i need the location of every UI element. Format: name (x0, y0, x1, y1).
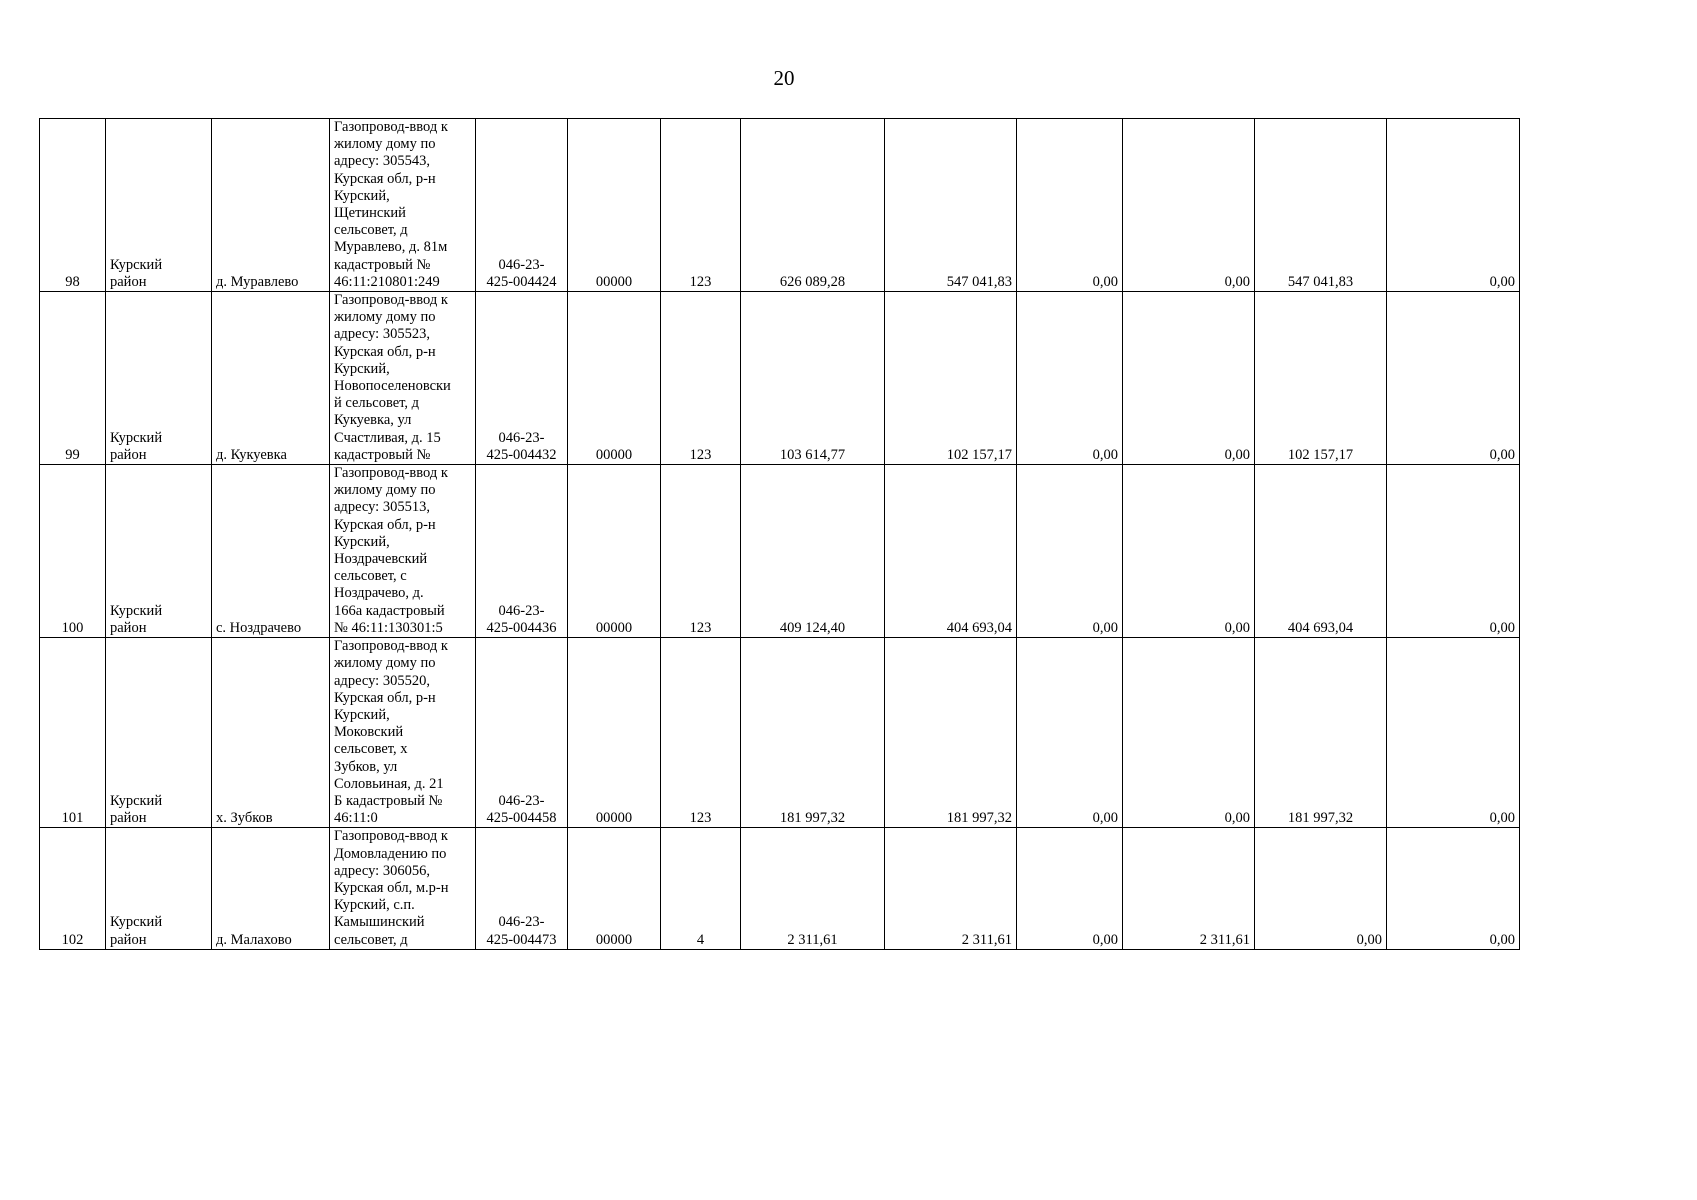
page-number: 20 (773, 66, 795, 90)
amount-cell: 0,00 (1017, 465, 1123, 638)
object-description-text: Газопровод-ввод к жилому дому по адресу: 305543, Курская обл, р-н Курский, Щетинский сельсовет, д Муравлево, д. 81м кадастровый № 46:11:210801:249 (334, 119, 448, 290)
amount-cell: 103 614,77 (741, 292, 885, 465)
amount-cell: 0,00 (1387, 828, 1520, 949)
district-cell: Курский район (106, 465, 212, 638)
row-number: 99 (40, 292, 106, 465)
row-number: 98 (40, 119, 106, 292)
row-number: 102 (40, 828, 106, 949)
code-cell: 00000 (568, 119, 661, 292)
amount-cell: 0,00 (1017, 828, 1123, 949)
amount-cell: 181 997,32 (885, 638, 1017, 828)
code-cell: 00000 (568, 292, 661, 465)
object-description-text: Газопровод-ввод к Домовладению по адресу: 306056, Курская обл, м.р-н Курский, с.п. Камышинский сельсовет, д (334, 828, 449, 948)
amount-cell: 0,00 (1123, 465, 1255, 638)
object-description-cell (330, 828, 476, 949)
settlement-cell: х. Зубков (212, 638, 330, 828)
amount-cell: 102 157,17 (885, 292, 1017, 465)
object-description-text: Газопровод-ввод к жилому дому по адресу: 305520, Курская обл, р-н Курский, Моковский сельсовет, х Зубков, ул Соловьиная, д. 21 Б кадастровый № 46:11:0 (334, 638, 448, 827)
amount-cell: 626 089,28 (741, 119, 885, 292)
amount-cell: 2 311,61 (1123, 828, 1255, 949)
table-row (40, 292, 1520, 465)
settlement-cell: с. Ноздрачево (212, 465, 330, 638)
settlement-cell: д. Муравлево (212, 119, 330, 292)
amount-cell: 0,00 (1255, 828, 1387, 949)
amount-cell: 547 041,83 (885, 119, 1017, 292)
registry-code-cell: 046-23- 425-004458 (476, 638, 568, 828)
settlement-cell: д. Кукуевка (212, 292, 330, 465)
amount-cell: 102 157,17 (1255, 292, 1387, 465)
district-cell: Курский район (106, 828, 212, 949)
object-description-cell (330, 465, 476, 638)
table-row (40, 119, 1520, 292)
registry-code-cell: 046-23- 425-004473 (476, 828, 568, 949)
amount-cell: 181 997,32 (1255, 638, 1387, 828)
amount-cell: 0,00 (1387, 292, 1520, 465)
amount-cell: 547 041,83 (1255, 119, 1387, 292)
object-description-cell (330, 119, 476, 292)
data-table (39, 118, 1520, 950)
table-row (40, 638, 1520, 828)
amount-cell: 181 997,32 (741, 638, 885, 828)
code-type-cell: 123 (661, 465, 741, 638)
table-row (40, 828, 1520, 949)
code-type-cell: 123 (661, 119, 741, 292)
code-type-cell: 4 (661, 828, 741, 949)
amount-cell: 2 311,61 (885, 828, 1017, 949)
row-number: 101 (40, 638, 106, 828)
registry-code-cell: 046-23- 425-004436 (476, 465, 568, 638)
table-row (40, 465, 1520, 638)
object-description-cell (330, 638, 476, 828)
amount-cell: 0,00 (1017, 638, 1123, 828)
registry-code-cell: 046-23- 425-004432 (476, 292, 568, 465)
object-description-text: Газопровод-ввод к жилому дому по адресу: 305513, Курская обл, р-н Курский, Ноздрачевский сельсовет, с Ноздрачево, д. 166а кадастровый № 46:11:130301:5 (334, 465, 448, 636)
object-description-cell (330, 292, 476, 465)
amount-cell: 404 693,04 (885, 465, 1017, 638)
code-type-cell: 123 (661, 292, 741, 465)
code-cell: 00000 (568, 638, 661, 828)
district-cell: Курский район (106, 119, 212, 292)
amount-cell: 0,00 (1017, 292, 1123, 465)
settlement-cell: д. Малахово (212, 828, 330, 949)
amount-cell: 0,00 (1387, 465, 1520, 638)
amount-cell: 0,00 (1387, 119, 1520, 292)
amount-cell: 0,00 (1123, 292, 1255, 465)
amount-cell: 404 693,04 (1255, 465, 1387, 638)
code-cell: 00000 (568, 465, 661, 638)
amount-cell: 0,00 (1123, 119, 1255, 292)
code-cell: 00000 (568, 828, 661, 949)
amount-cell: 0,00 (1017, 119, 1123, 292)
amount-cell: 409 124,40 (741, 465, 885, 638)
district-cell: Курский район (106, 292, 212, 465)
amount-cell: 0,00 (1387, 638, 1520, 828)
district-cell: Курский район (106, 638, 212, 828)
row-number: 100 (40, 465, 106, 638)
code-type-cell: 123 (661, 638, 741, 828)
object-description-text: Газопровод-ввод к жилому дому по адресу: 305523, Курская обл, р-н Курский, Новопоселеновски й сельсовет, д Кукуевка, ул Счастливая, д. 15 кадастровый № (334, 292, 451, 463)
amount-cell: 0,00 (1123, 638, 1255, 828)
amount-cell: 2 311,61 (741, 828, 885, 949)
registry-code-cell: 046-23- 425-004424 (476, 119, 568, 292)
